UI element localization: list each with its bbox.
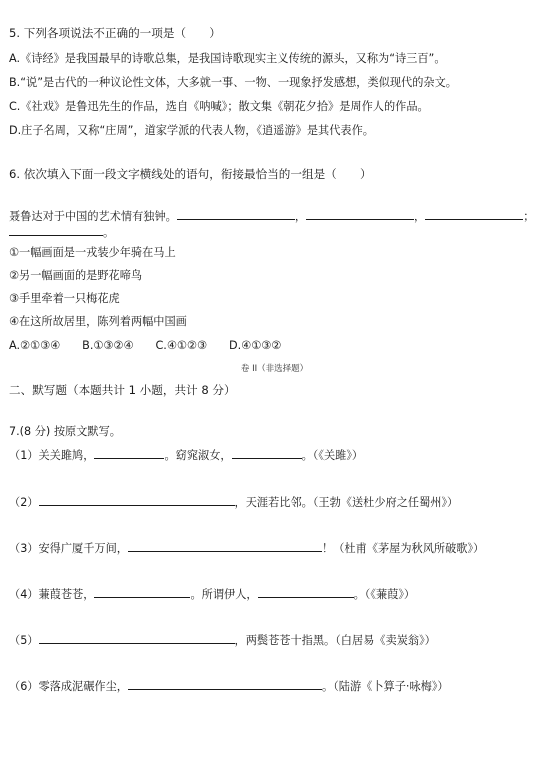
q5-option-d: D.庄子名周，又称“庄周”，道家学派的代表人物，《逍遥游》是其代表作。 (9, 124, 374, 137)
q7-l1-text-a: （1）关关雎鸠， (9, 449, 95, 462)
q6-sep-3: ； (523, 210, 535, 223)
q7-line-4 (9, 586, 415, 602)
q6-stem: 6. 依次填入下面一段文字横线处的语句，衔接最恰当的一组是（ ） (9, 167, 372, 181)
q7-line-1 (9, 447, 363, 463)
q6-item-2: ②另一幅画面的是野花啼鸟 (9, 269, 143, 282)
q7-l6-text-b: 。（陆游《卜算子·咏梅》） (322, 680, 449, 693)
q7-l4-text-a: （4）蒹葭苍苍， (9, 588, 95, 601)
q7-line-3 (9, 540, 484, 556)
q6-sep-1: ， (294, 210, 307, 223)
q7-line-2 (9, 494, 458, 510)
q6-blank-3[interactable] (425, 208, 523, 220)
q7-l5-text-b: ，两鬓苍苍十指黑。（白居易《卖炭翁》） (234, 634, 436, 647)
q7-l4-text-b: 。所谓伊人， (190, 588, 258, 601)
q5-option-a: A.《诗经》是我国最早的诗歌总集，是我国诗歌现实主义传统的源头，又称为“诗三百”。 (9, 52, 446, 65)
q6-item-3: ③手里牵着一只梅花虎 (9, 292, 120, 305)
q6-blank-2[interactable] (306, 208, 414, 220)
q6-choice-d[interactable]: D.④①③② (229, 339, 282, 352)
section-label: 卷 II（非选择题） (240, 364, 309, 374)
q7-l3-text-b: ！（杜甫《茅屋为秋风所破歌》） (322, 542, 485, 555)
q7-l4-blank-1[interactable] (94, 586, 190, 598)
q5-option-c: C.《社戏》是鲁迅先生的作品，选自《呐喊》；散文集《朝花夕拾》是周作人的作品。 (9, 100, 429, 113)
q7-l3-blank[interactable] (128, 540, 322, 552)
q7-l4-text-c: 。（《蒹葭》） (353, 588, 416, 601)
q6-item-4: ④在这所故居里，陈列着两幅中国画 (9, 315, 187, 328)
q6-choice-b[interactable]: B.①③②④ (82, 339, 134, 352)
q6-passage-line2 (9, 224, 114, 240)
q7-l6-text-a: （6）零落成泥碾作尘， (9, 680, 128, 693)
q6-item-1: ①一幅画面是一戎装少年骑在马上 (9, 246, 176, 259)
q6-choices (9, 339, 281, 353)
q7-line-5 (9, 632, 436, 648)
q6-choice-c[interactable]: C.④①②③ (155, 339, 207, 352)
q7-l2-text-b: ，天涯若比邻。（王勃《送杜少府之任蜀州》） (234, 496, 459, 509)
q7-stem: 7.(8 分) 按原文默写。 (9, 425, 121, 438)
section-2-heading: 二、默写题（本题共计 1 小题，共计 8 分） (9, 383, 236, 397)
q7-l4-blank-2[interactable] (258, 586, 354, 598)
q6-sep-2: ， (414, 210, 426, 223)
q7-l1-text-b: 。窈窕淑女， (164, 449, 232, 462)
q7-l1-blank-2[interactable] (232, 447, 302, 459)
q7-l1-blank-1[interactable] (94, 447, 164, 459)
q6-blank-1[interactable] (177, 208, 295, 220)
q7-l5-text-a: （5） (9, 634, 39, 647)
q7-l5-blank[interactable] (39, 632, 235, 644)
q5-stem: 5. 下列各项说法不正确的一项是（ ） (9, 26, 221, 40)
q6-passage-prefix: 聂鲁达对于中国的艺术情有独钟。 (9, 210, 177, 223)
q6-passage (9, 208, 534, 224)
q6-end: 。 (103, 226, 115, 239)
q6-blank-4[interactable] (9, 224, 103, 236)
q7-l3-text-a: （3）安得广厦千万间， (9, 542, 128, 555)
q7-l6-blank[interactable] (128, 678, 322, 690)
q6-choice-a[interactable]: A.②①③④ (9, 339, 61, 352)
q7-l2-text-a: （2） (9, 496, 39, 509)
q7-line-6 (9, 678, 449, 694)
q7-l2-blank[interactable] (39, 494, 235, 506)
q7-l1-text-c: 。（《关雎》） (301, 449, 364, 462)
q5-option-b: B.“说”是古代的一种议论性文体，大多就一事、一物、一现象抒发感想，类似现代的杂文。 (9, 76, 457, 89)
